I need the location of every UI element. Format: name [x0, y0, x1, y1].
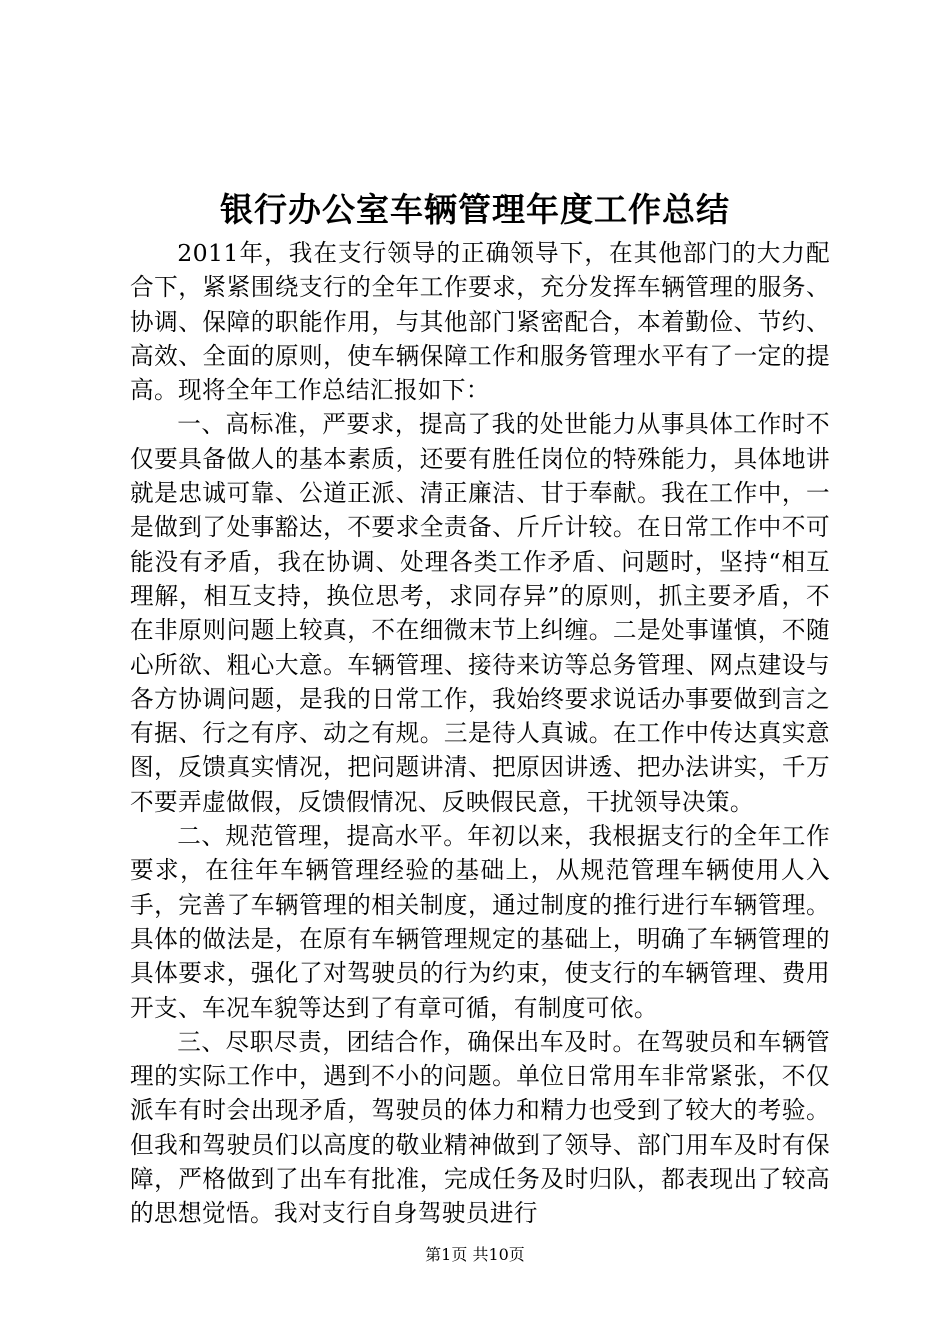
paragraph-section-3: 三、尽职尽责，团结合作，确保出车及时。在驾驶员和车辆管理的实际工作中，遇到不小的问题。单位日常用车非常紧张，不仅派车有时会出现矛盾，驾驶员的体力和精力也受到了较大的考验。但我和驾驶员们以高度的敬业精神做到了领导、部门用车及时有保障，严格做到了出车有批准，完成任务及时归队，都表现出了较高的思想觉悟。我对支行自身驾驶员进行 [130, 1027, 830, 1228]
paragraph-section-2: 二、规范管理，提高水平。年初以来，我根据支行的全年工作要求，在往年车辆管理经验的基础上，从规范管理车辆使用人入手，完善了车辆管理的相关制度，通过制度的推行进行车辆管理。具体的做法是，在原有车辆管理规定的基础上，明确了车辆管理的具体要求，强化了对驾驶员的行为约束，使支行的车辆管理、费用开支、车况车貌等达到了有章可循，有制度可依。 [130, 822, 830, 1022]
paragraph-section-1: 一、高标准，严要求，提高了我的处世能力从事具体工作时不仅要具备做人的基本素质，还要有胜任岗位的特殊能力，具体地讲就是忠诚可靠、公道正派、清正廉洁、甘于奉献。我在工作中，一是做到了处事豁达，不要求全责备、斤斤计较。在日常工作中不可能没有矛盾，我在协调、处理各类工作矛盾、问题时，坚持“相互理解，相互支持，换位思考，求同存异”的原则，抓主要矛盾，不在非原则问题上较真，不在细微末节上纠缠。二是处事谨慎，不随心所欲、粗心大意。车辆管理、接待来访等总务管理、网点建设与各方协调问题，是我的日常工作，我始终要求说话办事要做到言之有据、行之有序、动之有规。三是待人真诚。在工作中传达真实意图，反馈真实情况，把问题讲清、把原因讲透、把办法讲实，千万不要弄虚做假，反馈假情况、反映假民意，干扰领导决策。 [130, 410, 830, 816]
paragraph-intro: 2011年，我在支行领导的正确领导下，在其他部门的大力配合下，紧紧围绕支行的全年工作要求，充分发挥车辆管理的服务、协调、保障的职能作用，与其他部门紧密配合，本着勤俭、节约、高效、全面的原则，使车辆保障工作和服务管理水平有了一定的提高。现将全年工作总结汇报如下： [130, 239, 830, 405]
page-footer: 第1页 共10页 [425, 1245, 525, 1264]
document-title: 银行办公室车辆管理年度工作总结 [220, 190, 730, 229]
document-body [130, 236, 830, 1231]
